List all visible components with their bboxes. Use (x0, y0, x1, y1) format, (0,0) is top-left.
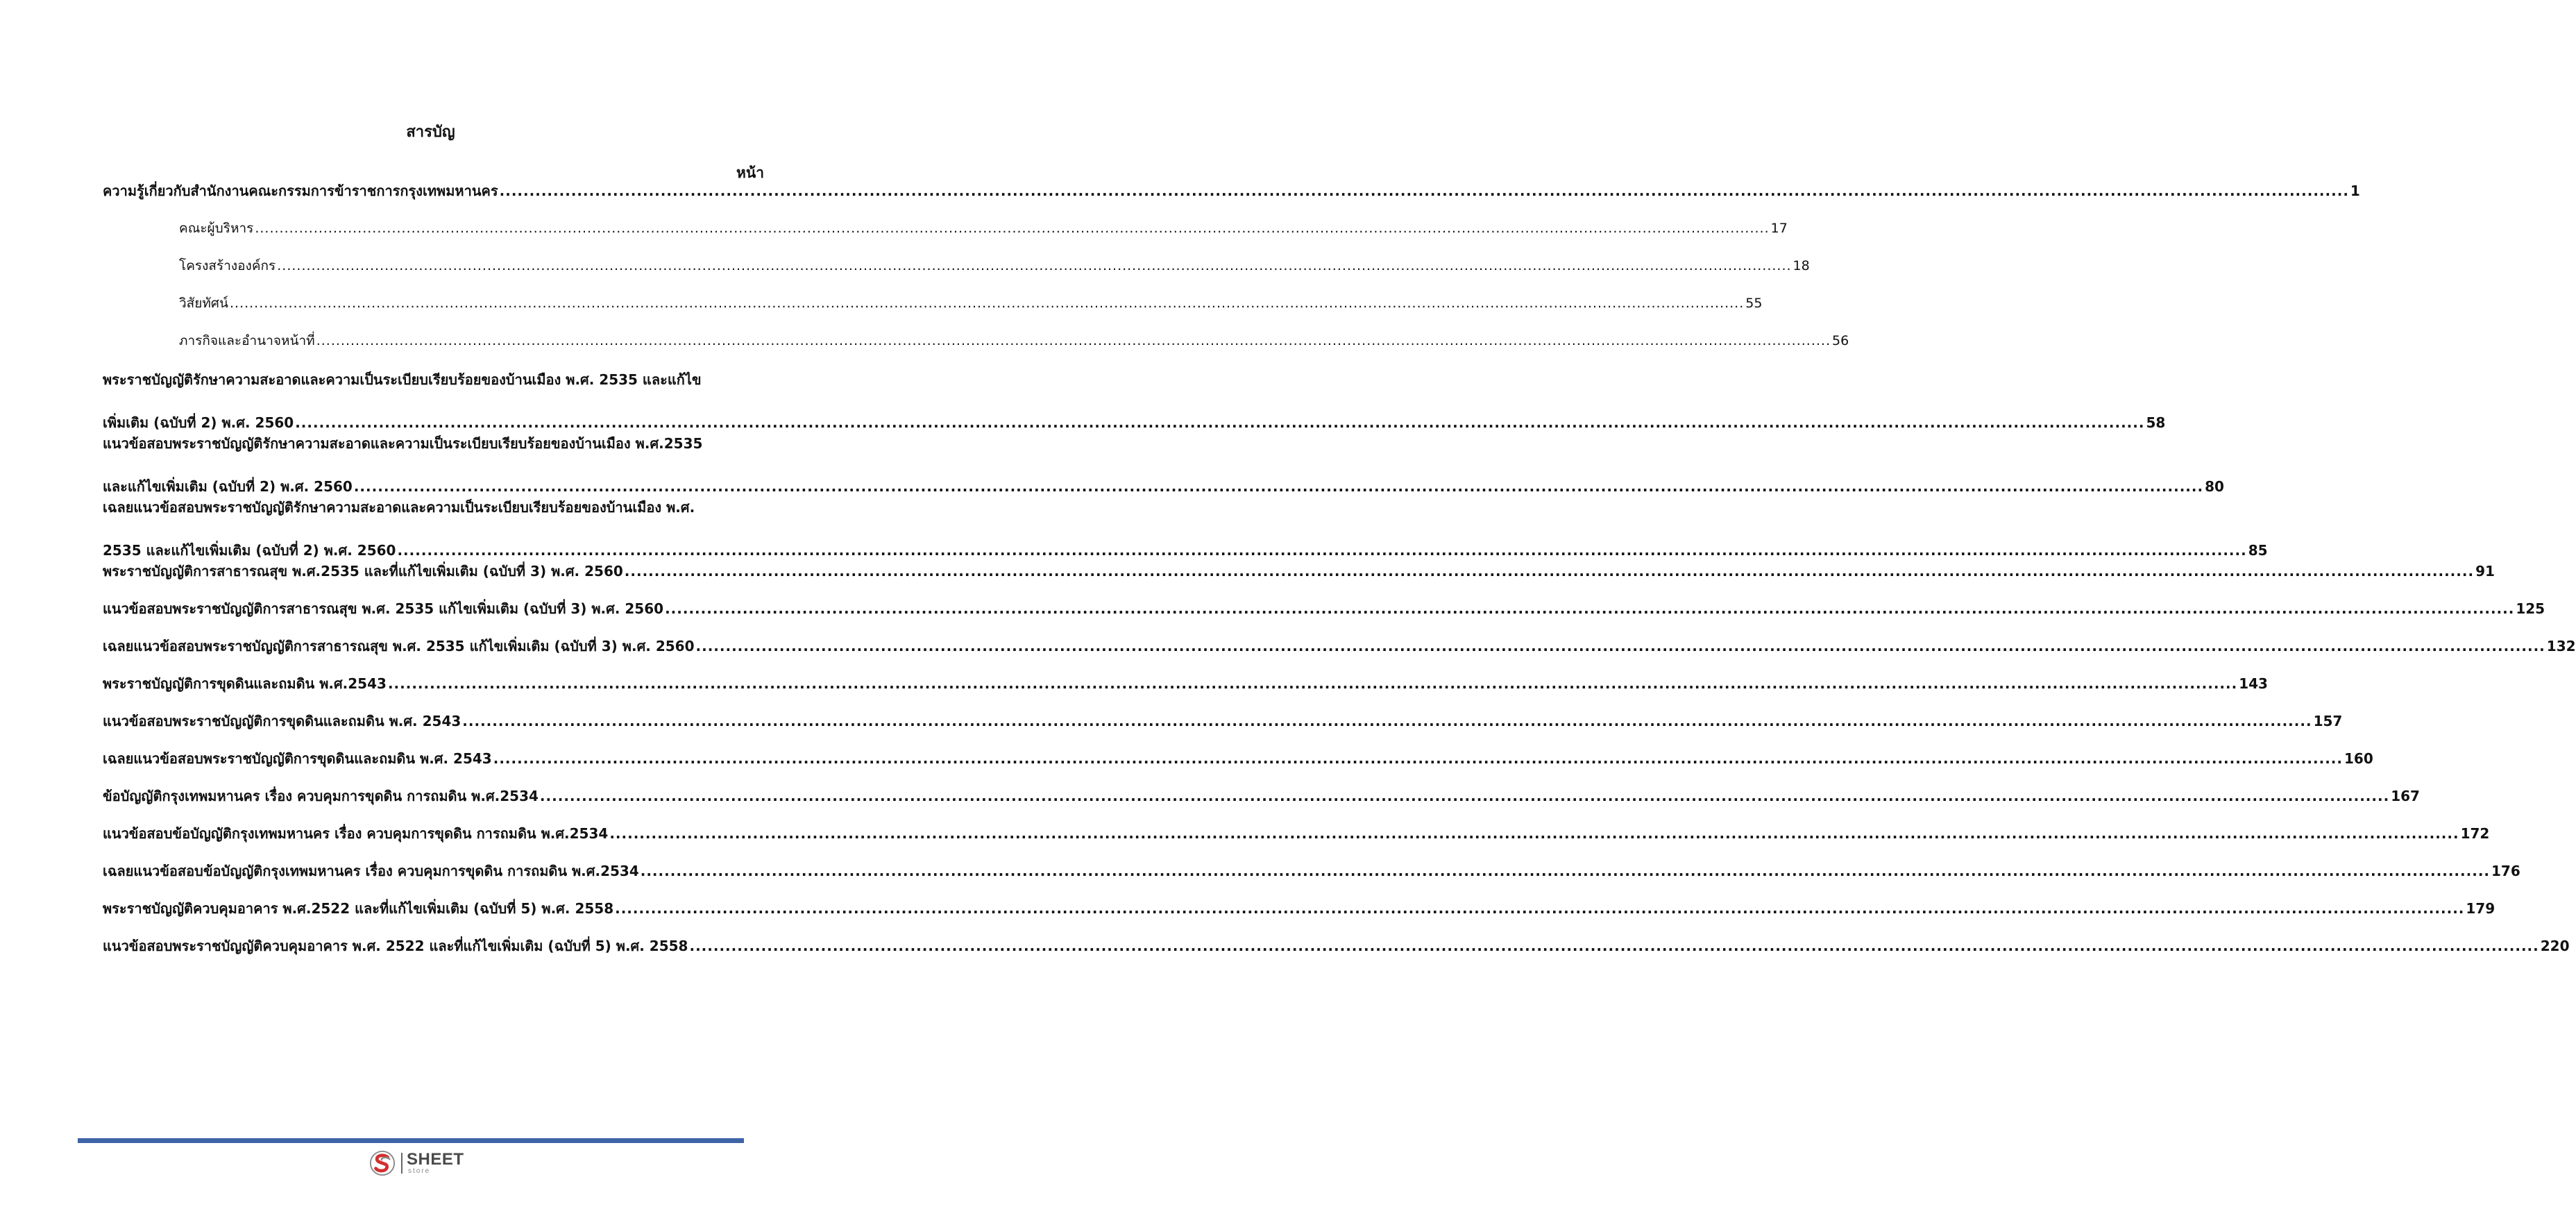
toc-entry-text: ความรู้เกี่ยวกับสำนักงานคณะกรรมการข้าราชการกรุงเทพมหานคร (103, 183, 498, 199)
toc-entry-text: เพิ่มเติม (ฉบับที่ 2) พ.ศ. 2560 (103, 414, 294, 431)
toc-page-number: 157 (2313, 713, 2343, 729)
toc-entry (103, 823, 2490, 844)
dot-leader (641, 861, 2490, 881)
toc-entry-text: พระราชบัญญัติควบคุมอาคาร พ.ศ.2522 และที่แก้ไขเพิ่มเติม (ฉบับที่ 5) พ.ศ. 2558 (103, 900, 614, 917)
toc-entry (103, 711, 2343, 731)
toc-entry-text: ภารกิจและอำนาจหน้าที่ (179, 333, 315, 348)
dot-leader (540, 786, 2389, 806)
toc-entry-text: และแก้ไขเพิ่มเติม (ฉบับที่ 2) พ.ศ. 2560 (103, 478, 353, 495)
dot-leader (625, 561, 2474, 582)
toc-entry-text: ข้อบัญญัติกรุงเทพมหานคร เรื่อง ควบคุมการขุดดิน การถมดิน พ.ศ.2534 (103, 788, 539, 804)
dot-leader (615, 898, 2464, 919)
toc-page-number: 18 (1793, 258, 1810, 273)
dot-leader (462, 711, 2312, 731)
toc-entry (103, 369, 2166, 433)
toc-page-number: 179 (2466, 900, 2496, 917)
toc-entry (103, 786, 2420, 806)
toc-entry (179, 255, 1810, 276)
toc-entry (103, 433, 2224, 497)
toc-page-number: 160 (2344, 750, 2373, 767)
dot-leader (277, 255, 1791, 276)
toc-page-number: 1 (2350, 183, 2360, 199)
toc-entry (179, 330, 1849, 351)
toc-entry-text: แนวข้อสอบพระราชบัญญัติการสาธารณสุข พ.ศ. 2535 แก้ไขเพิ่มเติม (ฉบับที่ 3) พ.ศ. 2560 (103, 600, 664, 617)
page-column-label: หน้า (736, 164, 764, 181)
toc-page-number: 56 (1831, 333, 1849, 348)
logo-wordmark: SHEET (407, 1150, 464, 1169)
toc-entry (103, 673, 2268, 694)
toc-entry (179, 293, 1763, 314)
dot-leader (397, 540, 2246, 561)
toc-entry-text: 2535 และแก้ไขเพิ่มเติม (ฉบับที่ 2) พ.ศ. 2560 (103, 542, 396, 559)
toc-entry-text: แนวข้อสอบพระราชบัญญัติรักษาความสะอาดและความเป็นระเบียบเรียบร้อยของบ้านเมือง พ.ศ.2535 (103, 435, 703, 452)
toc-entry-text: เฉลยแนวข้อสอบข้อบัญญัติกรุงเทพมหานคร เรื่อง ควบคุมการขุดดิน การถมดิน พ.ศ.2534 (103, 863, 639, 879)
toc-entry-text: แนวข้อสอบพระราชบัญญัติการขุดดินและถมดิน พ.ศ. 2543 (103, 713, 461, 729)
toc-page-number: 172 (2460, 825, 2490, 842)
toc-page-number: 91 (2475, 563, 2495, 580)
toc-entry-text: วิสัยทัศน์ (179, 296, 228, 311)
toc-entry-text: พระราชบัญญัติรักษาความสะอาดและความเป็นระเบียบเรียบร้อยของบ้านเมือง พ.ศ. 2535 และแก้ไข (103, 371, 702, 388)
toc-page-number: 220 (2540, 938, 2570, 954)
toc-entry (103, 598, 2545, 619)
footer-rule (78, 1138, 744, 1143)
toc-page-number: 132 (2546, 638, 2576, 654)
dot-leader (689, 936, 2539, 956)
toc-entry-text: พระราชบัญญัติการสาธารณสุข พ.ศ.2535 และที่แก้ไขเพิ่มเติม (ฉบับที่ 3) พ.ศ. 2560 (103, 563, 623, 580)
toc-entry-text: แนวข้อสอบข้อบัญญัติกรุงเทพมหานคร เรื่อง ควบคุมการขุดดิน การถมดิน พ.ศ.2534 (103, 825, 609, 842)
s-logo-icon (369, 1150, 396, 1176)
toc-entry-text: เฉลยแนวข้อสอบพระราชบัญญัติรักษาความสะอาดและความเป็นระเบียบเรียบร้อยของบ้านเมือง พ.ศ. (103, 499, 695, 516)
sheet-store-logo (369, 1150, 494, 1178)
toc-entry-text: แนวข้อสอบพระราชบัญญัติควบคุมอาคาร พ.ศ. 2522 และที่แก้ไขเพิ่มเติม (ฉบับที่ 5) พ.ศ. 2558 (103, 938, 688, 954)
toc-page-number: 55 (1745, 296, 1763, 311)
page-title: สารบัญ (406, 124, 455, 141)
dot-leader (500, 180, 2349, 201)
toc-entry (103, 497, 2268, 561)
toc-entry-text: เฉลยแนวข้อสอบพระราชบัญญัติการขุดดินและถมดิน พ.ศ. 2543 (103, 750, 492, 767)
toc-page-number: 17 (1770, 221, 1788, 236)
toc-entry (103, 861, 2520, 881)
toc-entry-text: เฉลยแนวข้อสอบพระราชบัญญัติการสาธารณสุข พ.ศ. 2535 แก้ไขเพิ่มเติม (ฉบับที่ 3) พ.ศ. 2560 (103, 638, 695, 654)
toc-entry (103, 180, 2360, 201)
logo-separator (401, 1153, 402, 1174)
toc-page-number: 58 (2146, 414, 2166, 431)
dot-leader (316, 330, 1831, 351)
dot-leader (255, 218, 1769, 239)
logo-subtext: store (408, 1167, 431, 1175)
toc-entry (179, 218, 1788, 239)
dot-leader (493, 748, 2343, 769)
dot-leader (295, 412, 2144, 433)
toc-entry (103, 936, 2570, 956)
toc-page-number: 176 (2491, 863, 2520, 879)
toc-page-number: 143 (2239, 675, 2268, 692)
toc-page-number: 85 (2248, 542, 2268, 559)
toc-entry (103, 561, 2495, 582)
dot-leader (665, 598, 2514, 619)
dot-leader (388, 673, 2237, 694)
dot-leader (354, 476, 2203, 497)
dot-leader (609, 823, 2459, 844)
toc-entry-text: โครงสร้างองค์กร (179, 258, 276, 273)
toc-entry-text: คณะผู้บริหาร (179, 221, 254, 236)
toc-page-number: 125 (2516, 600, 2545, 617)
toc-entry (103, 898, 2496, 919)
toc-entry (103, 636, 2576, 657)
toc-page-number: 167 (2391, 788, 2420, 804)
dot-leader (230, 293, 1744, 314)
dot-leader (696, 636, 2545, 657)
toc-entry (103, 748, 2373, 769)
toc-entry-text: พระราชบัญญัติการขุดดินและถมดิน พ.ศ.2543 (103, 675, 387, 692)
toc-page-number: 80 (2205, 478, 2224, 495)
